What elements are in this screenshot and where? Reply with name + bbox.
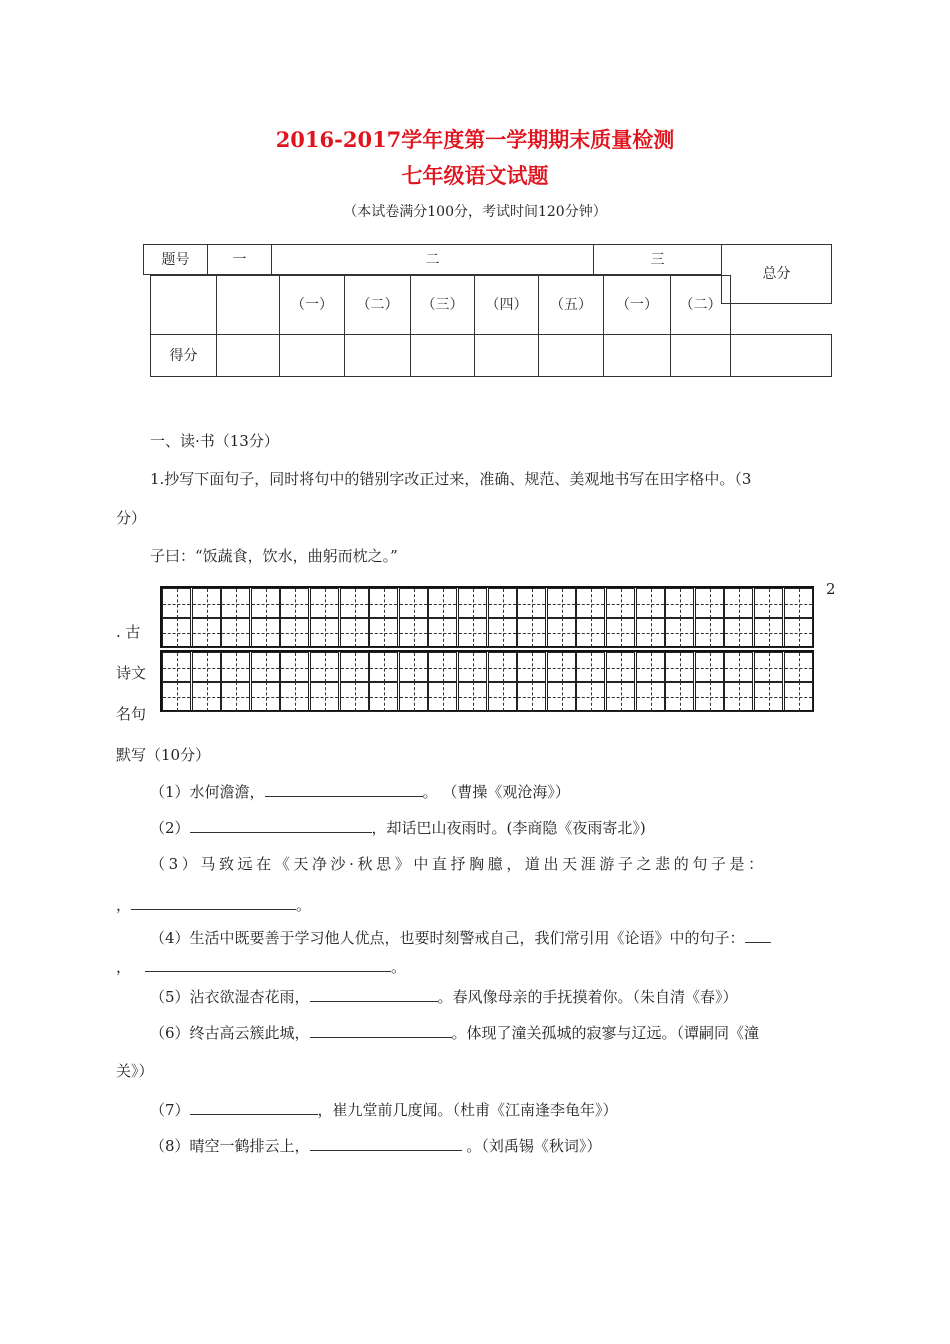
tianzige-box[interactable] [192, 681, 221, 712]
tianzige-box[interactable] [280, 588, 309, 619]
tianzige-box[interactable] [162, 617, 191, 648]
tianzige-box[interactable] [458, 652, 487, 683]
tianzige-box[interactable] [636, 681, 665, 712]
tianzige-box[interactable] [340, 681, 369, 712]
tianzige-box[interactable] [280, 617, 309, 648]
item-4-answer: ， 。 [116, 955, 406, 977]
tianzige-box[interactable] [665, 681, 694, 712]
tianzige-row-2[interactable] [160, 650, 814, 712]
tianzige-box[interactable] [517, 681, 546, 712]
tianzige-box[interactable] [369, 681, 398, 712]
tianzige-row-1[interactable] [160, 586, 814, 648]
tianzige-box[interactable] [221, 652, 250, 683]
sub-col-5: （五） [538, 275, 604, 335]
tianzige-box[interactable] [784, 588, 813, 619]
score-cell[interactable] [344, 334, 411, 377]
question-2-side-3: 名句 [116, 705, 147, 723]
tianzige-box[interactable] [724, 588, 753, 619]
score-cell[interactable] [216, 334, 280, 377]
tianzige-box[interactable] [576, 588, 605, 619]
section-heading: 一、读·书（13分） [150, 432, 279, 450]
item-3-answer: ， 。 [116, 893, 311, 915]
tianzige-box[interactable] [428, 681, 457, 712]
tianzige-box[interactable] [606, 652, 635, 683]
sub-col-7: （二） [670, 275, 731, 335]
blank-cell [150, 275, 217, 335]
tianzige-box[interactable] [488, 617, 517, 648]
tianzige-box[interactable] [221, 681, 250, 712]
tianzige-box[interactable] [221, 617, 250, 648]
item-3: （3）马致远在《天净沙·秋思》中直抒胸臆，道出天涯游子之悲的句子是： [150, 855, 767, 873]
tianzige-box[interactable] [636, 588, 665, 619]
tianzige-box[interactable] [340, 617, 369, 648]
tianzige-box[interactable] [665, 617, 694, 648]
exam-note: （本试卷满分100分，考试时间120分钟） [343, 204, 607, 220]
tianzige-box[interactable] [251, 588, 280, 619]
tianzige-box[interactable] [280, 652, 309, 683]
tianzige-box[interactable] [221, 588, 250, 619]
tianzige-box[interactable] [754, 652, 783, 683]
tianzige-box[interactable] [576, 681, 605, 712]
tianzige-box[interactable] [754, 588, 783, 619]
answer-blank[interactable] [190, 816, 372, 833]
tianzige-box[interactable] [488, 588, 517, 619]
tianzige-box[interactable] [458, 617, 487, 648]
tianzige-box[interactable] [547, 652, 576, 683]
sub-col-4: （四） [474, 275, 539, 335]
tianzige-box[interactable] [784, 652, 813, 683]
tianzige-box[interactable] [547, 617, 576, 648]
tianzige-box[interactable] [369, 652, 398, 683]
item-5: （5）沾衣欲湿杏花雨， 。春风像母亲的手抚摸着你。（朱自清《春》） [150, 985, 738, 1007]
tianzige-box[interactable] [310, 652, 339, 683]
tianzige-box[interactable] [369, 617, 398, 648]
sub-col-1: （一） [279, 275, 345, 335]
tianzige-box[interactable] [576, 617, 605, 648]
sub-col-3: （三） [410, 275, 475, 335]
tianzige-box[interactable] [724, 617, 753, 648]
tianzige-box[interactable] [399, 617, 428, 648]
question-2-heading: 默写（10分） [116, 746, 211, 764]
score-cell[interactable] [603, 334, 671, 377]
tianzige-box[interactable] [192, 617, 221, 648]
tianzige-box[interactable] [606, 617, 635, 648]
tianzige-box[interactable] [517, 652, 546, 683]
label-tihao: 题号 [143, 244, 208, 275]
answer-blank[interactable] [745, 926, 771, 943]
tianzige-box[interactable] [310, 588, 339, 619]
tianzige-box[interactable] [340, 652, 369, 683]
answer-blank[interactable] [310, 1134, 462, 1151]
tianzige-box[interactable] [488, 652, 517, 683]
tianzige-box[interactable] [399, 652, 428, 683]
item-6: （6）终古高云簇此城， 。体现了潼关孤城的寂寥与辽远。（谭嗣同《潼 [150, 1021, 759, 1043]
tianzige-box[interactable] [695, 652, 724, 683]
tianzige-box[interactable] [192, 652, 221, 683]
tianzige-box[interactable] [458, 681, 487, 712]
sub-col-6: （一） [603, 275, 671, 335]
tianzige-box[interactable] [162, 652, 191, 683]
answer-blank[interactable] [310, 1021, 452, 1038]
question-2-side-1: . 古 [116, 623, 141, 641]
sub-col-2: （二） [344, 275, 411, 335]
tianzige-box[interactable] [754, 681, 783, 712]
tianzige-box[interactable] [606, 681, 635, 712]
tianzige-box[interactable] [784, 681, 813, 712]
item-6-cont: 关》） [116, 1062, 154, 1080]
tianzige-box[interactable] [576, 652, 605, 683]
total-score-cell[interactable] [730, 334, 832, 377]
tianzige-box[interactable] [310, 681, 339, 712]
exam-subtitle: 七年级语文试题 [401, 163, 549, 188]
label-defen: 得分 [150, 334, 217, 377]
tianzige-box[interactable] [162, 681, 191, 712]
tianzige-box[interactable] [695, 681, 724, 712]
tianzige-box[interactable] [251, 681, 280, 712]
answer-blank[interactable] [310, 985, 438, 1002]
blank-cell [216, 275, 280, 335]
answer-blank[interactable] [190, 1098, 318, 1115]
question-2-number: 2 [826, 580, 836, 598]
tianzige-box[interactable] [280, 681, 309, 712]
item-2: （2） ，却话巴山夜雨时。(李商隐《夜雨寄北》) [150, 816, 646, 838]
tianzige-box[interactable] [606, 588, 635, 619]
tianzige-box[interactable] [724, 681, 753, 712]
answer-blank[interactable] [131, 893, 296, 910]
question-1-text: 1.抄写下面句子，同时将句中的错别字改正过来，准确、规范、美观地书写在田字格中。（3 [150, 470, 752, 488]
tianzige-box[interactable] [399, 681, 428, 712]
tianzige-box[interactable] [517, 617, 546, 648]
tianzige-box[interactable] [369, 588, 398, 619]
tianzige-box[interactable] [310, 617, 339, 648]
score-cell[interactable] [538, 334, 604, 377]
answer-blank[interactable] [145, 955, 391, 972]
score-cell[interactable] [474, 334, 539, 377]
tianzige-box[interactable] [399, 588, 428, 619]
item-8: （8）晴空一鹤排云上， 。（刘禹锡《秋词》） [150, 1134, 601, 1156]
tianzige-box[interactable] [784, 617, 813, 648]
tianzige-box[interactable] [428, 617, 457, 648]
question-1-text-cont: 分） [116, 509, 147, 527]
tianzige-box[interactable] [251, 652, 280, 683]
tianzige-box[interactable] [428, 652, 457, 683]
tianzige-box[interactable] [636, 652, 665, 683]
exam-title: 2016-2017学年度第一学期期末质量检测 [275, 127, 675, 152]
tianzige-box[interactable] [547, 588, 576, 619]
tianzige-box[interactable] [665, 588, 694, 619]
col-header-1: 一 [207, 244, 272, 275]
tianzige-box[interactable] [547, 681, 576, 712]
question-1-sentence: 子曰：“饭蔬食，饮水，曲躬而枕之。” [150, 547, 398, 565]
tianzige-box[interactable] [340, 588, 369, 619]
tianzige-box[interactable] [458, 588, 487, 619]
item-4: （4）生活中既要善于学习他人优点，也要时刻警戒自己，我们常引用《论语》中的句子： [150, 926, 771, 948]
score-cell[interactable] [279, 334, 345, 377]
tianzige-box[interactable] [192, 588, 221, 619]
tianzige-box[interactable] [636, 617, 665, 648]
col-header-total: 总分 [721, 244, 832, 304]
item-1: （1）水何澹澹， 。 （曹操《观沧海》） [150, 780, 570, 802]
question-2-side-2: 诗文 [116, 664, 147, 682]
score-cell[interactable] [410, 334, 475, 377]
tianzige-box[interactable] [488, 681, 517, 712]
tianzige-box[interactable] [724, 652, 753, 683]
col-header-2: 二 [271, 244, 594, 275]
tianzige-box[interactable] [162, 588, 191, 619]
tianzige-box[interactable] [695, 617, 724, 648]
tianzige-box[interactable] [517, 588, 546, 619]
item-7: （7） ，崔九堂前几度闻。（杜甫《江南逢李龟年》） [150, 1098, 618, 1120]
tianzige-box[interactable] [754, 617, 783, 648]
tianzige-box[interactable] [665, 652, 694, 683]
tianzige-box[interactable] [428, 588, 457, 619]
tianzige-box[interactable] [251, 617, 280, 648]
col-header-3: 三 [593, 244, 722, 275]
tianzige-box[interactable] [695, 588, 724, 619]
answer-blank[interactable] [265, 780, 423, 797]
score-cell[interactable] [670, 334, 731, 377]
